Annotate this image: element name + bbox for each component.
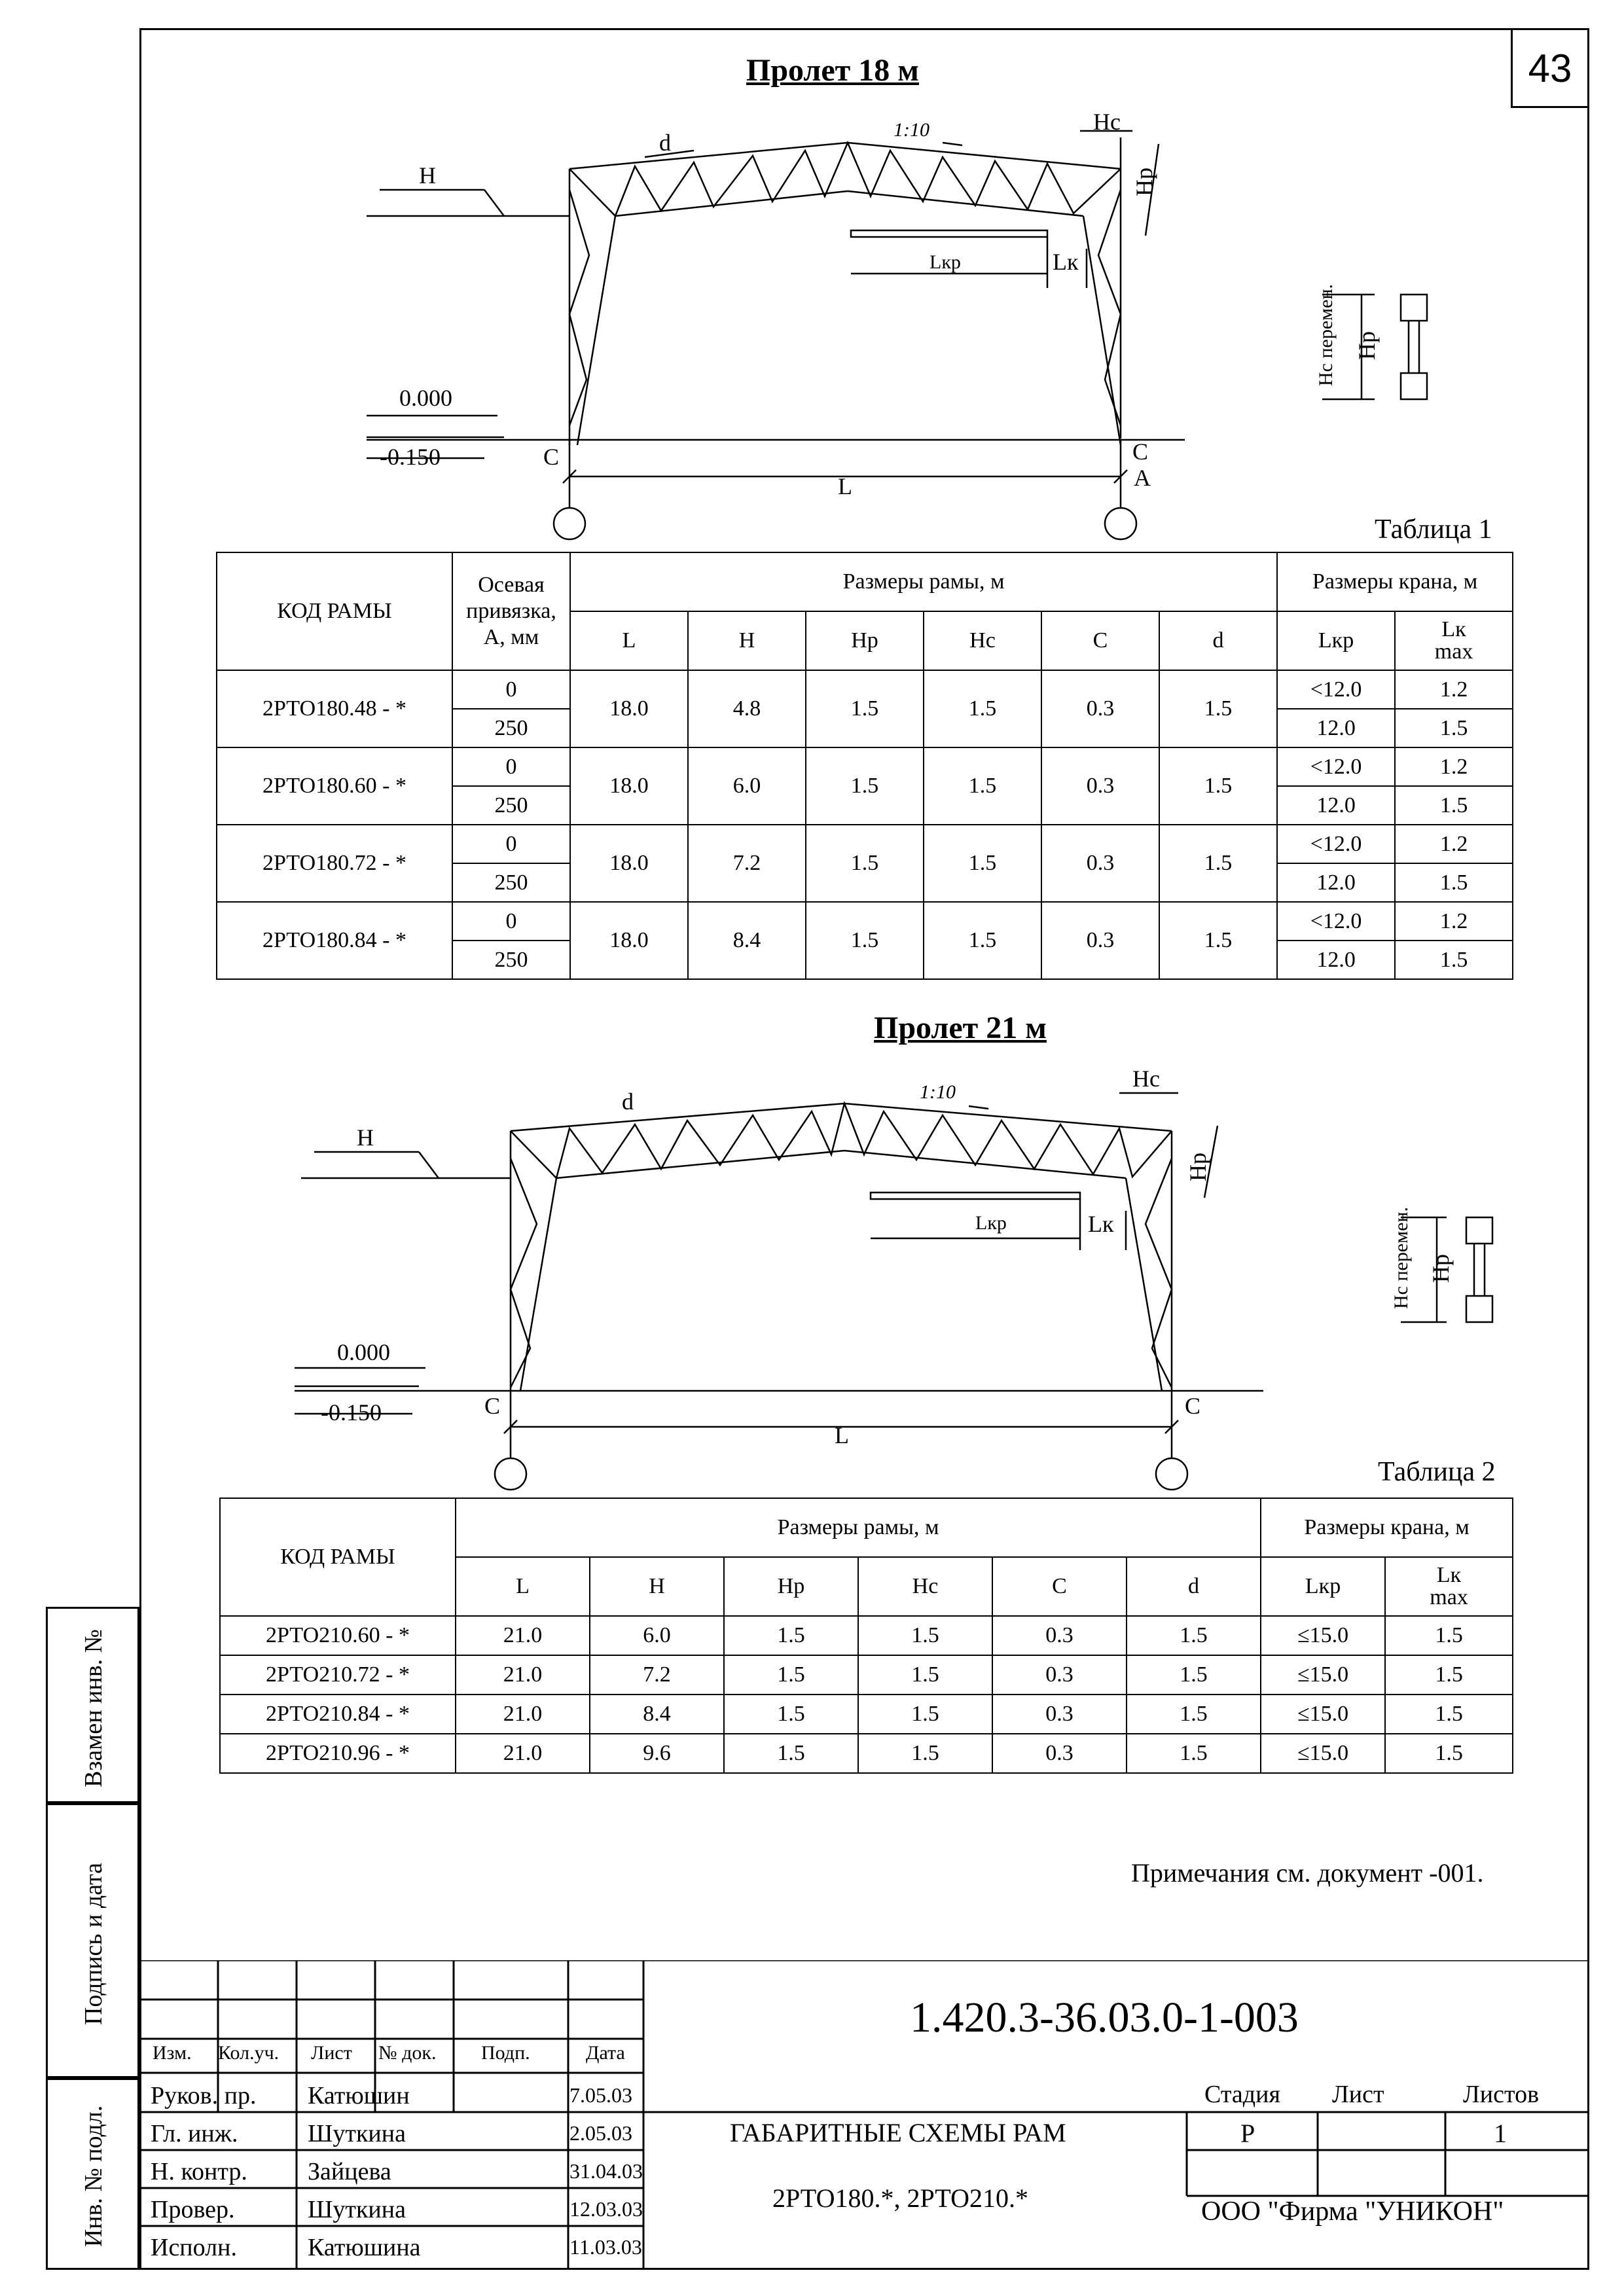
cell-lkr: 12.0 [1277, 709, 1395, 747]
col-h: H [688, 611, 806, 670]
zero-label: 0.000 [337, 1339, 390, 1365]
col-hc: Hс [858, 1557, 992, 1616]
cell-lkr: ≤15.0 [1261, 1655, 1385, 1695]
cell-lk: 1.5 [1385, 1616, 1513, 1655]
side-box-replaced [46, 1607, 139, 1803]
cell-d: 1.5 [1159, 902, 1277, 979]
cell-l: 21.0 [456, 1655, 590, 1695]
cell-lk: 1.5 [1385, 1734, 1513, 1773]
cell-lkr: <12.0 [1277, 670, 1395, 709]
col-lk: Lк max [1385, 1557, 1513, 1616]
tb-col-sign: Подп. [481, 2042, 530, 2064]
tb-sheet-header: Лист [1332, 2081, 1384, 2108]
cell-c: 0.3 [992, 1734, 1127, 1773]
lk-label: Lк [1088, 1211, 1114, 1237]
cell-h: 7.2 [688, 825, 806, 902]
tb-date-5: 11.03.03 [569, 2235, 642, 2259]
lkr-label: Lкр [975, 1212, 1007, 1234]
slope-label: 1:10 [920, 1081, 956, 1103]
l-label: L [835, 1422, 849, 1448]
table1-caption: Таблица 1 [1375, 514, 1492, 545]
col-hc: Hс [924, 611, 1041, 670]
side-label-signature: Подпись и дата [80, 1862, 107, 2026]
cell-h: 4.8 [688, 670, 806, 747]
table-row: 2РТО210.84 - * [220, 1695, 456, 1734]
cell-hc: 1.5 [858, 1655, 992, 1695]
cell-l: 18.0 [570, 747, 688, 825]
zero-label: 0.000 [399, 385, 452, 411]
cell-lk: 1.5 [1385, 1655, 1513, 1695]
cell-hc: 1.5 [924, 670, 1041, 747]
tb-name-5: Катюшина [308, 2234, 421, 2261]
h-label: H [419, 162, 436, 188]
col-hp: Hр [724, 1557, 858, 1616]
hp-label: Hр [1185, 1153, 1211, 1181]
cell-h: 8.4 [590, 1695, 724, 1734]
cell-lk: 1.2 [1395, 670, 1513, 709]
cell-c: 0.3 [1041, 902, 1159, 979]
cell-lkr: <12.0 [1277, 825, 1395, 863]
cell-a: 0 [452, 825, 570, 863]
cell-lk: 1.5 [1395, 941, 1513, 979]
cell-hp: 1.5 [806, 825, 924, 902]
cell-a: 0 [452, 902, 570, 941]
tb-role-5: Исполн. [151, 2234, 237, 2261]
cell-lkr: 12.0 [1277, 786, 1395, 825]
cell-lk: 1.2 [1395, 825, 1513, 863]
c-right-label: C [1185, 1393, 1201, 1419]
notes-reference: Примечания см. документ -001. [1131, 1858, 1484, 1888]
cell-h: 7.2 [590, 1655, 724, 1695]
hc-label: Hс [1132, 1066, 1160, 1092]
col-h: H [590, 1557, 724, 1616]
cell-a: 0 [452, 747, 570, 786]
cell-lkr: ≤15.0 [1261, 1616, 1385, 1655]
document-name-line2: 2РТО180.*, 2РТО210.* [772, 2183, 1029, 2213]
cell-hc: 1.5 [858, 1616, 992, 1655]
tb-date-1: 7.05.03 [569, 2083, 632, 2107]
hp-detail-label: Hр [1428, 1254, 1454, 1283]
cell-d: 1.5 [1127, 1655, 1261, 1695]
c-left-label: C [484, 1393, 501, 1419]
cell-hp: 1.5 [724, 1655, 858, 1695]
tb-date-2: 2.05.03 [569, 2121, 632, 2145]
cell-lkr: ≤15.0 [1261, 1734, 1385, 1773]
cell-hc: 1.5 [858, 1734, 992, 1773]
side-label-replaced: Взамен инв. № [80, 1629, 107, 1787]
tb-name-3: Зайцева [308, 2158, 391, 2185]
table-row: 2РТО180.72 - * [217, 825, 452, 902]
col-l: L [456, 1557, 590, 1616]
tb-col-kol: Кол.уч. [218, 2042, 280, 2064]
cell-lk: 1.5 [1395, 786, 1513, 825]
header-crane-sizes: Размеры крана, м [1261, 1498, 1513, 1557]
cell-h: 6.0 [590, 1616, 724, 1655]
cell-d: 1.5 [1159, 747, 1277, 825]
lkr-label: Lкр [929, 251, 961, 273]
col-c: C [1041, 611, 1159, 670]
col-d: d [1159, 611, 1277, 670]
cell-hp: 1.5 [724, 1734, 858, 1773]
cell-c: 0.3 [992, 1616, 1127, 1655]
cell-hp: 1.5 [724, 1616, 858, 1655]
header-code: КОД РАМЫ [220, 1498, 456, 1616]
tb-name-2: Шуткина [308, 2120, 406, 2147]
col-l: L [570, 611, 688, 670]
header-axis: Осевая привязка, А, мм [452, 552, 570, 670]
cell-lk: 1.2 [1395, 902, 1513, 941]
table-row: 2РТО210.72 - * [220, 1655, 456, 1695]
d-label: d [659, 130, 671, 156]
cell-c: 0.3 [1041, 747, 1159, 825]
cell-lkr: <12.0 [1277, 747, 1395, 786]
d-label: d [622, 1088, 634, 1115]
section2-title: Пролет 21 м [874, 1011, 1047, 1045]
c-left-label: C [543, 444, 560, 470]
minus-label: -0.150 [380, 444, 441, 470]
cell-d: 1.5 [1127, 1734, 1261, 1773]
cell-l: 18.0 [570, 902, 688, 979]
cell-lkr: <12.0 [1277, 902, 1395, 941]
cell-lk: 1.2 [1395, 747, 1513, 786]
cell-hp: 1.5 [724, 1695, 858, 1734]
tb-role-2: Гл. инж. [151, 2120, 238, 2147]
tb-date-3: 31.04.03 [569, 2159, 643, 2183]
company-name: ООО "Фирма "УНИКОН" [1201, 2197, 1504, 2227]
hc-label: Hс [1093, 109, 1121, 135]
table-row: 2РТО210.96 - * [220, 1734, 456, 1773]
table2-caption: Таблица 2 [1378, 1457, 1496, 1487]
cell-a: 250 [452, 941, 570, 979]
tb-name-1: Катюшин [308, 2082, 410, 2109]
header-crane-sizes: Размеры крана, м [1277, 552, 1513, 611]
tb-col-izm: Изм. [153, 2042, 192, 2064]
cell-lkr: 12.0 [1277, 863, 1395, 902]
table-row: 2РТО180.60 - * [217, 747, 452, 825]
cell-c: 0.3 [992, 1655, 1127, 1695]
tb-sheets-value: 1 [1494, 2119, 1507, 2148]
cell-lk: 1.5 [1385, 1695, 1513, 1734]
cell-d: 1.5 [1127, 1695, 1261, 1734]
cell-a: 0 [452, 670, 570, 709]
cell-h: 9.6 [590, 1734, 724, 1773]
page-number: 43 [1511, 28, 1589, 108]
c-right-label: C [1132, 439, 1149, 465]
cell-hc: 1.5 [924, 747, 1041, 825]
tb-role-4: Провер. [151, 2196, 235, 2223]
slope-label: 1:10 [893, 119, 929, 141]
cell-c: 0.3 [1041, 670, 1159, 747]
tb-stage-header: Стадия [1204, 2081, 1280, 2108]
cell-a: 250 [452, 863, 570, 902]
cell-lkr: ≤15.0 [1261, 1695, 1385, 1734]
cell-c: 0.3 [1041, 825, 1159, 902]
frame-diagram-18m [367, 98, 1545, 550]
col-lkr: Lкр [1261, 1557, 1385, 1616]
cell-hc: 1.5 [924, 902, 1041, 979]
cell-a: 250 [452, 786, 570, 825]
tb-col-doc: № док. [378, 2042, 437, 2064]
lk-label: Lк [1053, 249, 1079, 275]
cell-hp: 1.5 [806, 670, 924, 747]
cell-d: 1.5 [1127, 1616, 1261, 1655]
col-lk: Lк max [1395, 611, 1513, 670]
hc-var-label: Hс перемен. [1390, 1206, 1412, 1309]
cell-h: 6.0 [688, 747, 806, 825]
table1 [216, 552, 1513, 980]
tb-stage-value: Р [1240, 2119, 1255, 2148]
table-row: 2РТО210.60 - * [220, 1616, 456, 1655]
cell-lk: 1.5 [1395, 709, 1513, 747]
table2 [219, 1498, 1513, 1774]
cell-h: 8.4 [688, 902, 806, 979]
document-code: 1.420.3-36.03.0-1-003 [910, 1994, 1299, 2041]
document-name-line1: ГАБАРИТНЫЕ СХЕМЫ РАМ [730, 2118, 1066, 2147]
cell-lk: 1.5 [1395, 863, 1513, 902]
cell-lkr: 12.0 [1277, 941, 1395, 979]
h-label: H [357, 1124, 374, 1151]
header-frame-sizes: Размеры рамы, м [456, 1498, 1261, 1557]
table-row: 2РТО180.48 - * [217, 670, 452, 747]
cell-hc: 1.5 [858, 1695, 992, 1734]
cell-d: 1.5 [1159, 670, 1277, 747]
table-row: 2РТО180.84 - * [217, 902, 452, 979]
col-hp: Hр [806, 611, 924, 670]
tb-role-3: Н. контр. [151, 2158, 247, 2185]
cell-hc: 1.5 [924, 825, 1041, 902]
minus-label: -0.150 [321, 1399, 382, 1426]
cell-l: 21.0 [456, 1616, 590, 1655]
cell-l: 21.0 [456, 1695, 590, 1734]
tb-sheets-header: Листов [1463, 2081, 1540, 2108]
col-c: C [992, 1557, 1127, 1616]
hp-label: Hр [1131, 168, 1157, 196]
header-code: КОД РАМЫ [217, 552, 452, 670]
col-lkr: Lкр [1277, 611, 1395, 670]
section1-title: Пролет 18 м [746, 53, 919, 88]
cell-l: 21.0 [456, 1734, 590, 1773]
cell-hp: 1.5 [806, 747, 924, 825]
side-box-signature [46, 1803, 139, 2078]
l-label: L [838, 473, 852, 499]
frame-diagram-21m [295, 1060, 1538, 1505]
tb-role-1: Руков. пр. [151, 2082, 257, 2109]
col-d: d [1127, 1557, 1261, 1616]
tb-col-list: Лист [311, 2042, 352, 2064]
cell-c: 0.3 [992, 1695, 1127, 1734]
a-label: A [1134, 465, 1151, 491]
header-frame-sizes: Размеры рамы, м [570, 552, 1277, 611]
cell-l: 18.0 [570, 670, 688, 747]
cell-d: 1.5 [1159, 825, 1277, 902]
hc-var-label: Hс перемен. [1315, 283, 1337, 386]
cell-hp: 1.5 [806, 902, 924, 979]
tb-date-4: 12.03.03 [569, 2197, 643, 2221]
cell-a: 250 [452, 709, 570, 747]
hp-detail-label: Hр [1354, 331, 1380, 360]
side-box-inventory [46, 2078, 139, 2270]
side-label-inventory: Инв. № подл. [80, 2105, 107, 2248]
tb-col-date: Дата [586, 2042, 625, 2064]
cell-l: 18.0 [570, 825, 688, 902]
tb-name-4: Шуткина [308, 2196, 406, 2223]
